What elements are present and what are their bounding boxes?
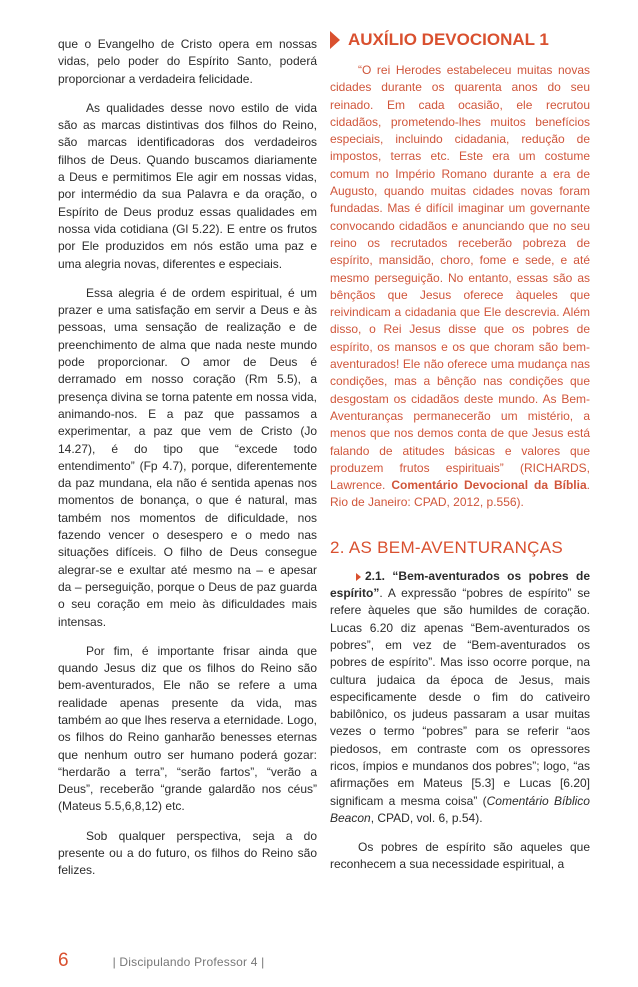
page-number: 6 xyxy=(58,950,69,971)
devotional-title: AUXÍLIO DEVOCIONAL 1 xyxy=(348,30,549,49)
right-column xyxy=(330,30,590,886)
devotional-source-tail: . Rio de Janeiro: CPAD, 2012, p.556). xyxy=(330,478,590,510)
devotional-quote-text: “O rei Herodes estabeleceu muitas novas cidades durante os quarenta anos do seu reinado. Em cada ocasião, ele recrutou cidadãos, prometendo-lhes muitos benefícios especiais, incluindo cidadania, redução de impostos, terras etc. Este era um costume comum no Império Romano durante a era de Augusto, quando muitas cidades novas foram fundadas. Mas é difícil imaginar um governante convocando cidadãos e anunciando que no seu reino os recrutados receberão pobreza de espírito, mansidão, choro, fome e sede, e até mesmo perseguição. No entanto, essas são as bênçãos que Jesus oferece àqueles que reivindicam a cidadania que Ele descrevia. Além disso, o Rei Jesus disse que os pobres de espírito, os mansos e os que choram são bem-aventurados! Ele não oferece uma mudança nas condições, mas a bênção nas condições que desgostam os cidadãos deste mundo. As Bem-Aventuranças permanecerão um mistério, a menos que nos demos conta de que Jesus está falando de atitudes básicas e valores que produzem frutos espirituais” (RICHARDS, Lawrence. xyxy=(330,63,590,493)
paragraph: que o Evangelho de Cristo opera em nossas vidas, pelo poder do Espírito Santo, poderá proporcionar a verdadeira felicidade. xyxy=(58,37,317,86)
paragraph: Essa alegria é de ordem espiritual, é um prazer e uma satisfação em servir a Deus e às pessoas, uma sensação de realização e de preenchimento de alma que nada neste mundo pode proporcionar. O amor de Deus é derramado em nosso coração (Rm 5.5), a presença divina se torna patente em nossa vida, animando-nos. E a paz que passamos a experimentar, a paz que vem de Cristo (Jo 14.27), é do tipo que “excede todo entendimento” (Fp 4.7), porque, diferentemente da paz mundana, ela não é sentida apenas nos momentos de bonança, o que é natural, mas também nos momentos de dificuldade, nos fazendo vencer o desespero e o medo nas situações difíceis. O filho de Deus consegue alegrar-se e exultar até mesmo na – e apesar da – perseguição, porque o Deus de paz guarda o seu coração em meio às dificuldades mais intensas. xyxy=(58,285,317,629)
subsection-text: . A expressão “pobres de espírito” se refere àqueles que são humildes de coração. Lucas 6.20 diz apenas “Bem-aventurados os pobres”, em vez de “Bem-aventurados os pobres de espírito”. Mas isso ocorre porque, na cultura judaica da época de Jesus, mais especificamente desde o fim do cativeiro babilônico, os judeus passaram a usar muitas vezes o termo “pobres” para se referir “aos piedosos, em contraste com os opressores ricos, ímpios e mundanos dos pobres”; logo, “as afirmações em Mateus [5.3] e Lucas [6.20] significam a mesma coisa” ( xyxy=(330,586,590,808)
paragraph: Por fim, é importante frisar ainda que quando Jesus diz que os filhos do Reino são bem-aventurados, Ele não se refere a uma realidade apenas presente da vida, mas também ao que lhes reserva a eternidade. Logo, os filhos do Reino ganharão benesses eternas que nenhum outro ser humano poderá gozar: “herdarão a terra”, “serão fartos”, “verão a Deus”, receberão “grande galardão nos céus” (Mateus 5.5,6,8,12) etc. xyxy=(58,643,317,814)
publication-label: | Discipulando Professor 4 | xyxy=(112,955,265,969)
subsection-source-title: Comentário Bíblico Beacon xyxy=(330,793,590,825)
arrow-right-icon xyxy=(356,573,361,581)
paragraph: Sob qualquer perspectiva, seja a do presente ou a do futuro, os filhos do Reino são felizes. xyxy=(58,828,317,878)
devotional-heading xyxy=(330,30,590,50)
page-footer xyxy=(58,950,264,972)
subsection-title: 2.1. “Bem-aventurados os pobres de espírito” xyxy=(330,568,590,601)
subsection-source-tail: , CPAD, vol. 6, p.54). xyxy=(370,810,483,825)
devotional-source-title: Comentário Devocional da Bíblia xyxy=(391,478,587,493)
section-title: 2. AS BEM-AVENTURANÇAS xyxy=(330,537,564,557)
arrow-right-icon xyxy=(330,31,340,49)
paragraph: As qualidades desse novo estilo de vida são as marcas distintivas dos filhos do Reino, são marcas identificadoras dos verdadeiros filhos de Deus. Quando buscamos diariamente a Deus e permitimos Ele agir em nossas vidas, por intermédio da sua Palavra e da oração, o Espírito de Deus produz essas qualidades em nossa vida cotidiana (Gl 5.22). E entre os frutos por Ele produzidos em nós estão uma paz e uma alegria novas, diferentes e especiais. xyxy=(58,100,317,271)
devotional-quote xyxy=(330,62,590,512)
subsection-paragraph xyxy=(330,568,590,827)
left-column xyxy=(58,36,317,892)
paragraph: Os pobres de espírito são aqueles que reconhecem a sua necessidade espiritual, a xyxy=(330,840,590,872)
